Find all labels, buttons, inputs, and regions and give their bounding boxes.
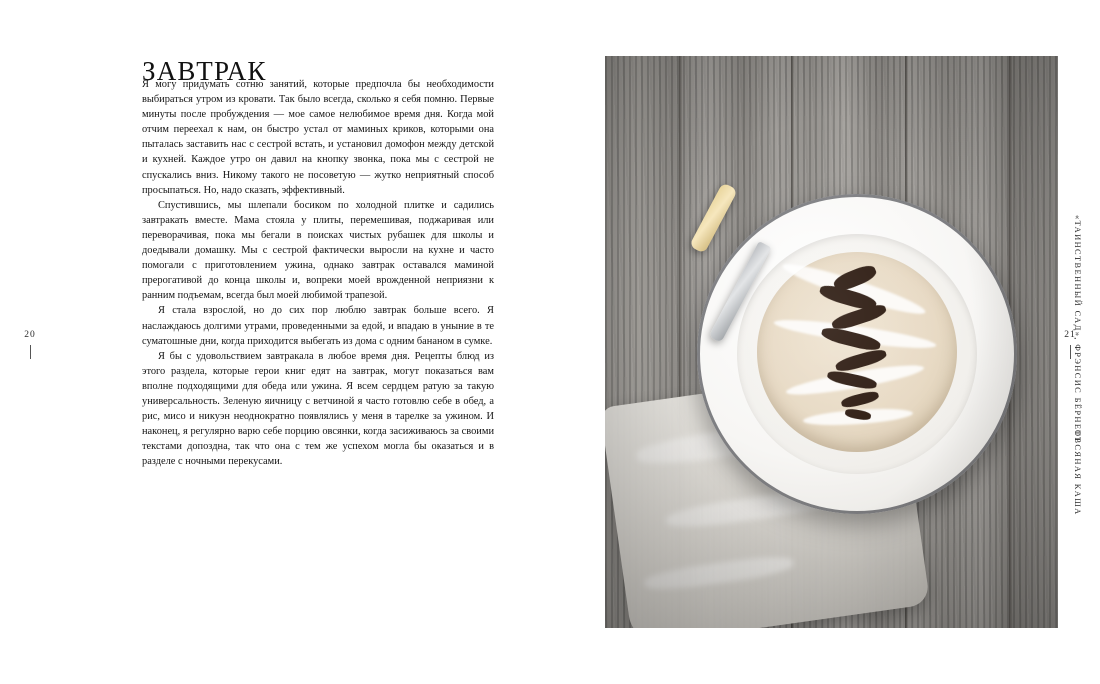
recipe-caption: ОВСЯНАЯ КАША [1073,430,1082,516]
paragraph-1: Я могу придумать сотню занятий, которые предпочла бы необходимости выбираться утром из кровати. Так было всегда, сколько я себя помню. Первые минуты после пробуждения — мое самое нелюбимое время дня. Когда мой отчим переехал к нам, он быстро устал от маминых криков, которыми она пыталась заставить нас с сестрой встать, и установил домофон между детской и кухней. Каждое утро он давил на кнопку звонка, пока мы с сестрой не спускались вниз. Никому такого не посоветую — жутко неприятный способ просыпаться. Но, надо сказать, эффективный. [142,79,494,196]
page-number-left-value: 20 [24,330,36,340]
folio-rule-left [30,345,31,359]
source-caption: «ТАИНСТВЕННЫЙ САД», ФРЭНСИС БЁРНЕТТ [1073,215,1082,444]
page-number-right [1062,330,1078,359]
page-number-right-value: 21 [1064,330,1076,340]
bowl-of-oatmeal-photo [605,56,1058,628]
page-number-left [22,330,38,359]
folio-rule-right [1070,345,1071,359]
paragraph-2: Спустившись, мы шлепали босиком по холодной плитке и садились завтракать вместе. Мама стояла у плиты, перемешивая, поджаривая или переворачивая, пока мы бегали в поисках чистых рубашек для школы и доедывали домашку. Мы с сестрой фактически выросли на кухне и часто помогали с приготовлением ужина, однако завтрак оставался маминой прерогативой до конца школы и, вопреки моей врожденной неприязни к ранним подъемам, всегда был моей любимой трапезой. [142,199,494,302]
photo-vignette [605,56,1058,628]
right-page [550,0,1100,684]
chapter-title: ЗАВТРАК [142,56,267,87]
paragraph-3: Я стала взрослой, но до сих пор люблю завтрак больше всего. Я наслаждаюсь долгими утрами, проведенными за едой, и впадаю в уныние в те суматошные дни, когда приходится выбегать из дома с одним бананом в сумке. [142,305,494,347]
body-text [142,77,494,469]
paragraph-4: Я бы с удовольствием завтракала в любое время дня. Рецепты блюд из этого раздела, которые герои книг едят на завтрак, могут показаться вам вполне подходящими для обеда или ужина. Я всем сердцем ратую за такую универсальность. Зеленую яичницу с ветчиной я часто готовлю себе в обед, а рис, мисо и никуэн неоднократно появлялись у меня в тарелке за ужином. И наконец, я регулярно варю себе порцию овсянки, когда засиживаюсь за своими текстами допоздна, так что она с тем же успехом могла бы оказаться и в разделе с ночными перекусами. [142,350,494,468]
